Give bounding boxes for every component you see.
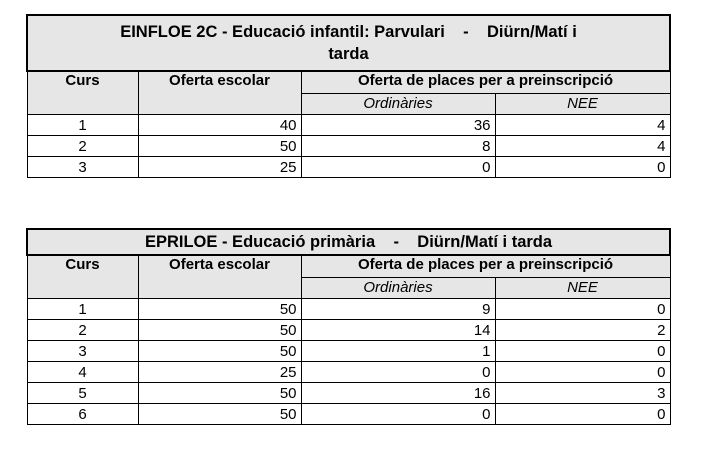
header-curs: Curs xyxy=(27,255,138,299)
cell-oferta: 50 xyxy=(138,383,301,404)
cell-curs: 4 xyxy=(27,362,138,383)
table-title xyxy=(27,15,670,71)
title-line-1: EINFLOE 2C - Educació infantil: Parvulari - Diürn/Matí i xyxy=(120,23,577,41)
header-oferta-escolar: Oferta escolar xyxy=(138,255,301,299)
table-row xyxy=(27,157,670,178)
cell-curs: 1 xyxy=(27,299,138,320)
header-curs: Curs xyxy=(27,71,138,115)
title-row xyxy=(27,15,670,71)
cell-oferta: 40 xyxy=(138,115,301,136)
table-row xyxy=(27,404,670,425)
header-oferta-places: Oferta de places per a preinscripció xyxy=(301,71,670,93)
header-row xyxy=(27,71,670,93)
table-epriloe xyxy=(26,228,671,425)
cell-curs: 3 xyxy=(27,341,138,362)
cell-nee: 0 xyxy=(495,404,670,425)
table-row xyxy=(27,115,670,136)
cell-ordinaries: 9 xyxy=(301,299,495,320)
table-row xyxy=(27,320,670,341)
header-nee: NEE xyxy=(495,93,670,115)
cell-curs: 5 xyxy=(27,383,138,404)
title-row xyxy=(27,229,670,255)
cell-ordinaries: 0 xyxy=(301,404,495,425)
cell-oferta: 50 xyxy=(138,320,301,341)
table-row xyxy=(27,362,670,383)
table-row xyxy=(27,136,670,157)
cell-ordinaries: 1 xyxy=(301,341,495,362)
cell-ordinaries: 16 xyxy=(301,383,495,404)
header-oferta-places: Oferta de places per a preinscripció xyxy=(301,255,670,277)
header-nee: NEE xyxy=(495,277,670,299)
cell-ordinaries: 36 xyxy=(301,115,495,136)
cell-oferta: 50 xyxy=(138,341,301,362)
cell-nee: 0 xyxy=(495,157,670,178)
cell-curs: 6 xyxy=(27,404,138,425)
cell-ordinaries: 0 xyxy=(301,362,495,383)
table-title xyxy=(27,229,670,255)
cell-nee: 0 xyxy=(495,362,670,383)
table-einfloe xyxy=(26,14,671,178)
cell-curs: 2 xyxy=(27,320,138,341)
cell-oferta: 50 xyxy=(138,404,301,425)
header-row xyxy=(27,255,670,277)
cell-oferta: 50 xyxy=(138,136,301,157)
cell-curs: 1 xyxy=(27,115,138,136)
cell-nee: 0 xyxy=(495,341,670,362)
header-ordinaries: Ordinàries xyxy=(301,93,495,115)
cell-nee: 2 xyxy=(495,320,670,341)
header-ordinaries: Ordinàries xyxy=(301,277,495,299)
title-line-2: tarda xyxy=(328,45,369,63)
cell-nee: 4 xyxy=(495,115,670,136)
cell-nee: 4 xyxy=(495,136,670,157)
cell-oferta: 25 xyxy=(138,157,301,178)
cell-curs: 2 xyxy=(27,136,138,157)
cell-ordinaries: 0 xyxy=(301,157,495,178)
cell-curs: 3 xyxy=(27,157,138,178)
cell-ordinaries: 8 xyxy=(301,136,495,157)
table-row xyxy=(27,383,670,404)
title-line-1: EPRILOE - Educació primària - Diürn/Matí i tarda xyxy=(144,232,553,251)
table-row xyxy=(27,299,670,320)
cell-ordinaries: 14 xyxy=(301,320,495,341)
cell-nee: 0 xyxy=(495,299,670,320)
header-oferta-escolar: Oferta escolar xyxy=(138,71,301,115)
cell-oferta: 50 xyxy=(138,299,301,320)
table-row xyxy=(27,341,670,362)
cell-oferta: 25 xyxy=(138,362,301,383)
cell-nee: 3 xyxy=(495,383,670,404)
